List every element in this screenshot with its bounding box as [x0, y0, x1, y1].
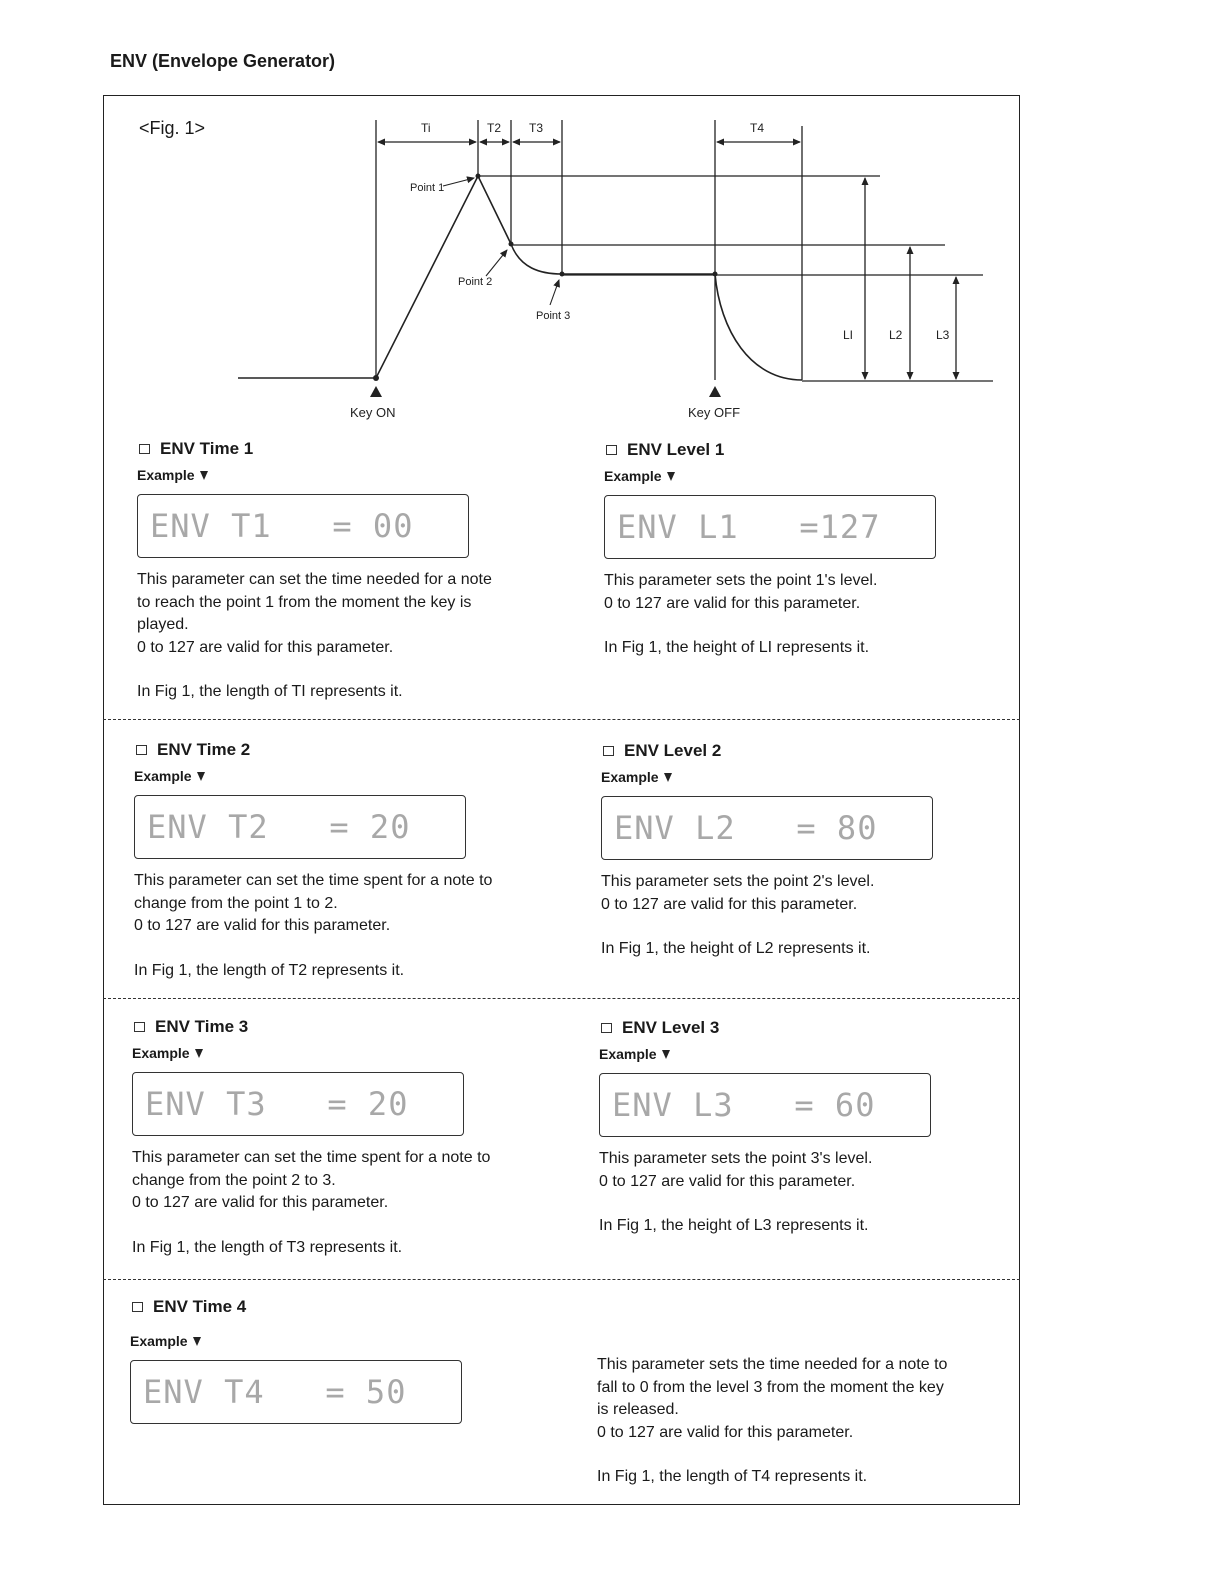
down-triangle-icon	[200, 471, 208, 480]
envelope-diagram	[0, 0, 1224, 430]
down-triangle-icon	[197, 772, 205, 781]
lcd-display: ENV T4 = 50	[130, 1360, 462, 1424]
point2-callout	[486, 250, 507, 276]
label-l1: LI	[843, 328, 854, 342]
env-level-2-section	[601, 740, 1021, 961]
fig-note: In Fig 1, the length of T3 represents it.	[132, 1238, 403, 1256]
label-point1: Point 1	[410, 182, 445, 194]
lcd-display: ENV L2 = 80	[601, 796, 933, 860]
label-point3: Point 3	[536, 310, 571, 322]
label-t1: Ti	[421, 121, 431, 135]
section-divider	[103, 719, 1020, 720]
env-time-4-section	[130, 1296, 550, 1424]
lcd-display: ENV L1 =127	[604, 495, 936, 559]
lcd-display: ENV T3 = 20	[132, 1072, 464, 1136]
description: This parameter sets the point 1's level. 0 to 127 are valid for this parameter. In Fig 1, the height of LI represents it.	[604, 570, 1024, 660]
down-triangle-icon	[193, 1337, 201, 1346]
checkbox-icon	[132, 1302, 143, 1312]
label-t3: T3	[529, 121, 544, 135]
fig-note: In Fig 1, the length of TI represents it.	[137, 683, 403, 700]
env-time-1-heading: ENV Time 1	[137, 438, 557, 460]
description: This parameter can set the time spent for a note to change from the point 2 to 3. 0 to 127 are valid for this parameter. In Fig 1, the length of T3 represents it.	[132, 1147, 552, 1259]
env-level-1-heading: ENV Level 1	[604, 439, 1024, 461]
description: This parameter can set the time spent for a note to change from the point 1 to 2. 0 to 127 are valid for this parameter. In Fig 1, the length of T2 represents it.	[134, 870, 554, 982]
checkbox-icon	[139, 444, 150, 454]
section-divider	[103, 1279, 1020, 1280]
description: This parameter sets the point 3's level. 0 to 127 are valid for this parameter. In Fig 1, the height of L3 represents it.	[599, 1148, 1019, 1238]
example-label: Example	[601, 767, 1021, 787]
figure-label: <Fig. 1>	[139, 118, 206, 138]
lcd-display: ENV L3 = 60	[599, 1073, 931, 1137]
down-triangle-icon	[195, 1049, 203, 1058]
env-level-1-section	[604, 439, 1024, 660]
env-time-3-heading: ENV Time 3	[132, 1016, 552, 1038]
down-triangle-icon	[662, 1050, 670, 1059]
env-level-3-heading: ENV Level 3	[599, 1017, 1019, 1039]
env-time-2-heading: ENV Time 2	[134, 739, 554, 761]
label-key-off: Key OFF	[688, 405, 741, 420]
label-key-on: Key ON	[350, 405, 396, 420]
example-label: Example	[604, 466, 1024, 486]
fig-note: In Fig 1, the height of L2 represents it.	[601, 940, 871, 957]
down-triangle-icon	[664, 773, 672, 782]
checkbox-icon	[606, 445, 617, 455]
fig-note: In Fig 1, the length of T4 represents it.	[597, 1468, 868, 1485]
section-divider	[103, 998, 1020, 999]
description: This parameter can set the time needed for a note to reach the point 1 from the moment the key is played. 0 to 127 are valid for this parameter. In Fig 1, the length of TI represents it.	[137, 569, 557, 704]
lcd-display: ENV T2 = 20	[134, 795, 466, 859]
example-label: Example	[132, 1043, 552, 1063]
env-level-2-heading: ENV Level 2	[601, 740, 1021, 762]
env-time-2-section	[134, 739, 554, 982]
env-level-3-section	[599, 1017, 1019, 1238]
point3-callout	[550, 280, 559, 305]
lcd-display: ENV T1 = 00	[137, 494, 469, 558]
env-time-3-section	[132, 1016, 552, 1259]
page-title: ENV (Envelope Generator)	[110, 51, 336, 71]
description: This parameter sets the time needed for a note to fall to 0 from the level 3 from the moment the key is released. 0 to 127 are valid for this parameter. In Fig 1, the length of T4 represents it.	[597, 1354, 1007, 1489]
fig-note: In Fig 1, the height of LI represents it.	[604, 639, 870, 656]
fig-note: In Fig 1, the height of L3 represents it.	[599, 1217, 869, 1234]
label-point2: Point 2	[458, 276, 493, 288]
description: This parameter sets the point 2's level. 0 to 127 are valid for this parameter. In Fig 1, the height of L2 represents it.	[601, 871, 1021, 961]
label-t4: T4	[750, 121, 765, 135]
example-label: Example	[137, 465, 557, 485]
label-l3: L3	[936, 328, 950, 342]
example-label: Example	[599, 1044, 1019, 1064]
down-triangle-icon	[667, 472, 675, 481]
checkbox-icon	[601, 1023, 612, 1033]
env-time-4-heading: ENV Time 4	[130, 1296, 550, 1318]
env-time-4-description	[597, 1354, 1007, 1489]
fig-note: In Fig 1, the length of T2 represents it.	[134, 961, 405, 979]
checkbox-icon	[134, 1022, 145, 1032]
env-time-1-section	[137, 438, 557, 704]
envelope-curve	[238, 176, 802, 380]
example-label: Example	[134, 766, 554, 786]
key-on-arrow-icon	[370, 386, 382, 397]
point1-callout	[443, 178, 474, 186]
example-label: Example	[130, 1331, 550, 1351]
label-t2: T2	[487, 121, 502, 135]
checkbox-icon	[136, 745, 147, 755]
key-off-arrow-icon	[709, 386, 721, 397]
checkbox-icon	[603, 746, 614, 756]
label-l2: L2	[889, 328, 903, 342]
